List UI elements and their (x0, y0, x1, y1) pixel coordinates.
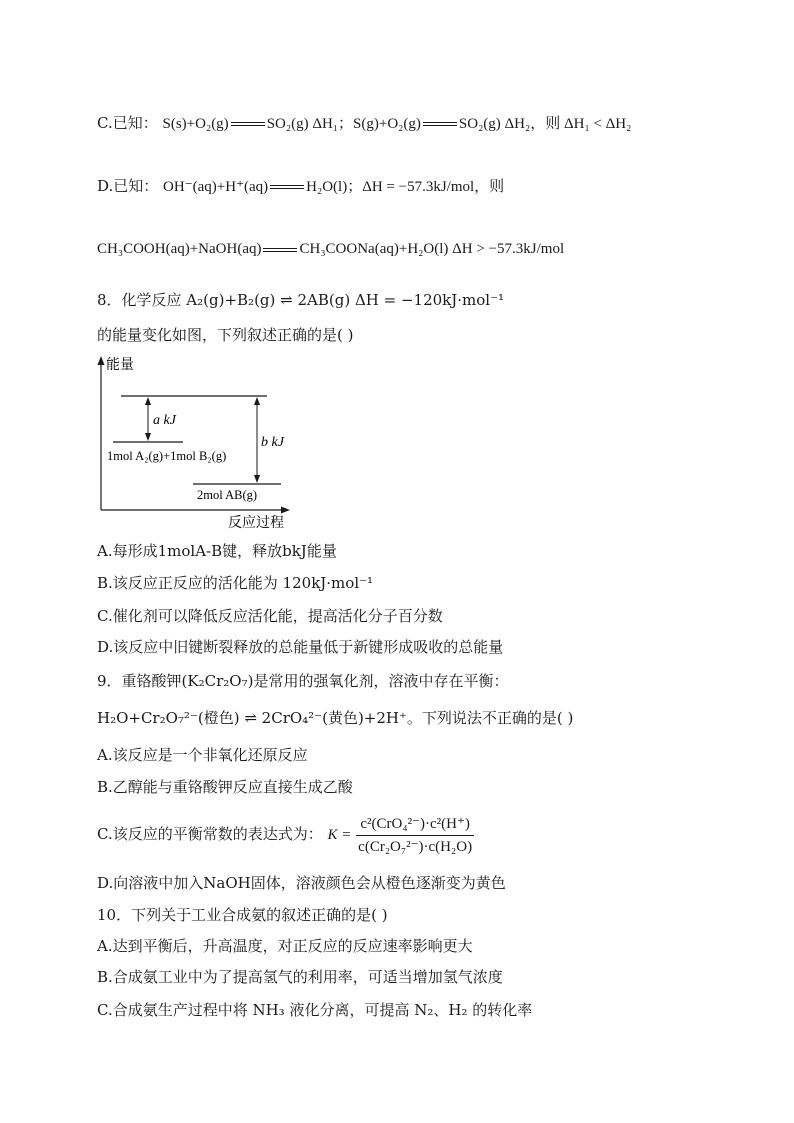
question-9-option-b: B.乙醇能与重铬酸钾反应直接生成乙酸 (97, 778, 353, 796)
question-9-option-d: D.向溶液中加入NaOH固体，溶液颜色会从橙色逐渐变为黄色 (97, 874, 506, 892)
equal-arrow (263, 248, 297, 252)
x-axis-label: 反应过程 (228, 516, 284, 531)
option-7d: D.已知： OH⁻(aq)+H⁺(aq) H₂O(l)；ΔH = −57.3kJ/mol，则 (97, 177, 505, 195)
question-10-option-b: B.合成氨工业中为了提高氢气的利用率，可适当增加氢气浓度 (97, 968, 503, 986)
equal-arrow (270, 185, 304, 189)
question-9-head: 9．重铬酸钾(K₂Cr₂O₇)是常用的强氧化剂，溶液中存在平衡： (97, 672, 509, 690)
question-10-option-a: A.达到平衡后，升高温度，对正反应的反应速率影响更大 (97, 937, 473, 955)
question-9-equation: H₂O+Cr₂O₇²⁻(橙色) ⇌ 2CrO₄²⁻(黄色)+2H⁺。下列说法不正确的是( ) (97, 709, 574, 727)
equal-arrow (423, 122, 457, 126)
question-9-option-c: C.该反应的平衡常数的表达式为： K = $\frac{\text{c²(CrO₄²⁻)·c²(H⁺)}}{\text{c(Cr₂O₇²⁻)·c(H₂O)}}$ (97, 815, 473, 855)
question-8-head: 8．化学反应 A₂(g)+B₂(g) ⇌ 2AB(g) ΔH = −120kJ·mol⁻¹ (97, 291, 505, 309)
fraction-numerator: c²(CrO₄²⁻)·c²(H⁺) (356, 815, 474, 836)
reactants-label: 1mol A₂(g)+1mol B₂(g) (107, 449, 227, 463)
equal-arrow (231, 122, 265, 126)
y-axis-label: 能量 (106, 358, 134, 373)
b-label: b kJ (261, 435, 284, 450)
question-9-option-a: A.该反应是一个非氧化还原反应 (97, 746, 308, 764)
k-symbol: K = (327, 827, 352, 843)
question-10-option-c: C.合成氨生产过程中将 NH₃ 液化分离，可提高 N₂、H₂ 的转化率 (97, 1001, 533, 1019)
x-axis-arrowhead (281, 507, 290, 514)
question-8-option-b: B.该反应正反应的活化能为 120kJ·mol⁻¹ (97, 574, 374, 592)
question-8-option-d: D.该反应中旧键断裂释放的总能量低于新键形成吸收的总能量 (97, 638, 504, 656)
question-8-option-c: C.催化剂可以降低反应活化能，提高活化分子百分数 (97, 607, 443, 625)
option-7c: C.已知： S(s)+O₂(g) SO₂(g) ΔH₁；S(g)+O₂(g) SO₂(g) ΔH₂，则 ΔH₁ < ΔH₂ (97, 114, 632, 132)
y-axis-arrowhead (98, 356, 105, 365)
option-7d-line2: CH₃COOH(aq)+NaOH(aq) CH₃COONa(aq)+H₂O(l) ΔH > −57.3kJ/mol (97, 241, 565, 257)
products-label: 2mol AB(g) (197, 488, 258, 502)
question-8-tail: 的能量变化如图，下列叙述正确的是( ) (97, 326, 354, 344)
question-10-head: 10．下列关于工业合成氨的叙述正确的是( ) (97, 906, 388, 924)
question-8-option-a: A.每形成1molA-B键，释放bkJ能量 (97, 542, 337, 560)
energy-diagram (95, 352, 295, 532)
a-label: a kJ (153, 413, 176, 428)
fraction-denominator: c(Cr₂O₇²⁻)·c(H₂O) (358, 838, 473, 855)
equilibrium-fraction (356, 815, 474, 856)
